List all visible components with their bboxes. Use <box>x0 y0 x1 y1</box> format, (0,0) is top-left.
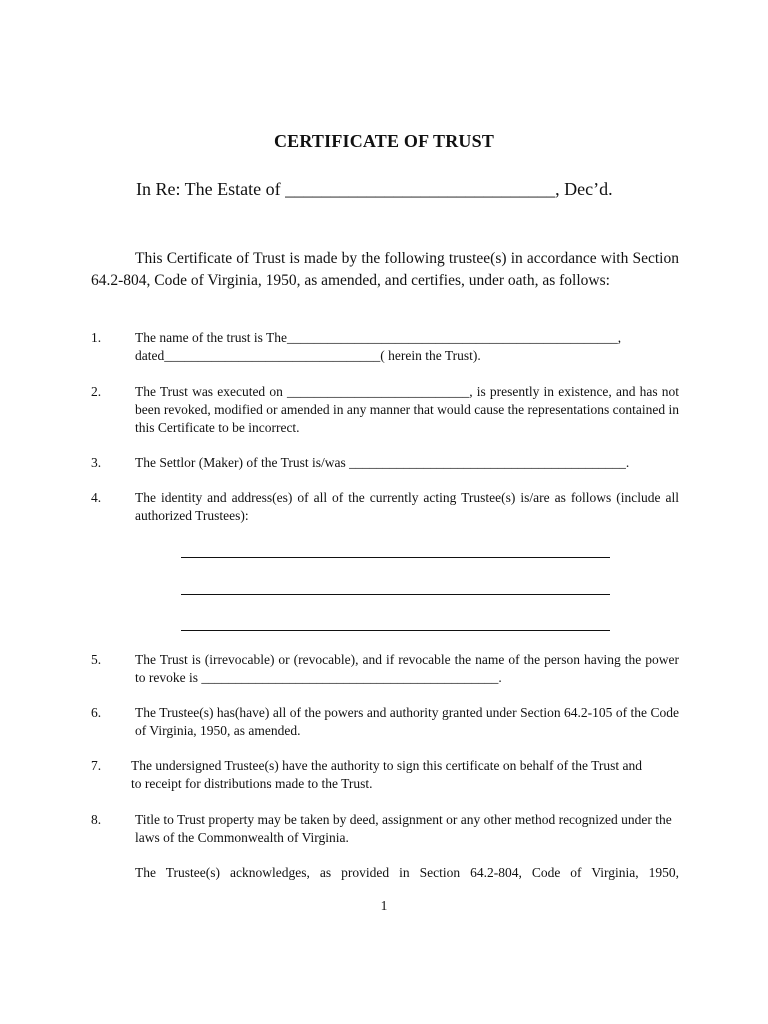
item-text: The Settlor (Maker) of the Trust is/was _________________________________________. <box>135 455 630 470</box>
item-5 <box>91 651 679 687</box>
item-number: 7. <box>91 758 102 773</box>
trust-name-line: The name of the trust is The_________________________________________________, <box>135 330 622 345</box>
item-text: Title to Trust property may be taken by deed, assignment or any other method recognized under the laws of the Commonwealth of Virginia. <box>135 812 672 845</box>
item-2 <box>91 383 679 437</box>
item-number: 1. <box>91 330 102 345</box>
item-text: The undersigned Trustee(s) have the authority to sign this certificate on behalf of the Trust and to receipt for distributions made to the Trust. <box>131 758 643 791</box>
trustee-blank-line-1[interactable] <box>181 557 610 558</box>
document-title: CERTIFICATE OF TRUST <box>273 131 495 151</box>
item-6 <box>91 704 679 740</box>
trustee-blank-line-3[interactable] <box>181 630 610 631</box>
page-number: 1 <box>380 898 388 913</box>
item-3 <box>91 454 679 472</box>
item-text <box>135 329 679 365</box>
estate-reference-line: In Re: The Estate of ______________________________, Dec’d. <box>136 179 613 199</box>
item-number: 3. <box>91 455 102 470</box>
trustee-blank-line-2[interactable] <box>181 594 610 595</box>
item-number: 5. <box>91 652 102 667</box>
item-7 <box>91 757 679 793</box>
acknowledgement-paragraph: The Trustee(s) acknowledges, as provided in Section 64.2-804, Code of Virginia, 1950, <box>135 865 679 880</box>
item-8 <box>91 811 679 847</box>
item-number: 8. <box>91 812 102 827</box>
item-number: 6. <box>91 705 102 720</box>
item-1 <box>91 329 679 365</box>
item-text: The Trust was executed on ___________________________, is presently in existence, and has not been revoked, modified or amended in any manner that would cause the representations contained in this Certificate to be incorrect. <box>135 384 679 435</box>
intro-paragraph: This Certificate of Trust is made by the following trustee(s) in accordance with Section 64.2-804, Code of Virginia, 1950, as amended, and certifies, under oath, as follows: <box>91 250 679 289</box>
trust-dated-line: dated________________________________( herein the Trust). <box>135 348 481 363</box>
item-number: 2. <box>91 384 102 399</box>
item-4 <box>91 489 679 525</box>
item-text: The Trust is (irrevocable) or (revocable), and if revocable the name of the person having the power to revoke is ____________________________________________. <box>135 652 679 685</box>
item-text: The identity and address(es) of all of the currently acting Trustee(s) is/are as follows (include all authorized Trustees): <box>135 490 679 523</box>
item-text: The Trustee(s) has(have) all of the powers and authority granted under Section 64.2-105 of the Code of Virginia, 1950, as amended. <box>135 705 679 738</box>
item-number: 4. <box>91 490 102 505</box>
